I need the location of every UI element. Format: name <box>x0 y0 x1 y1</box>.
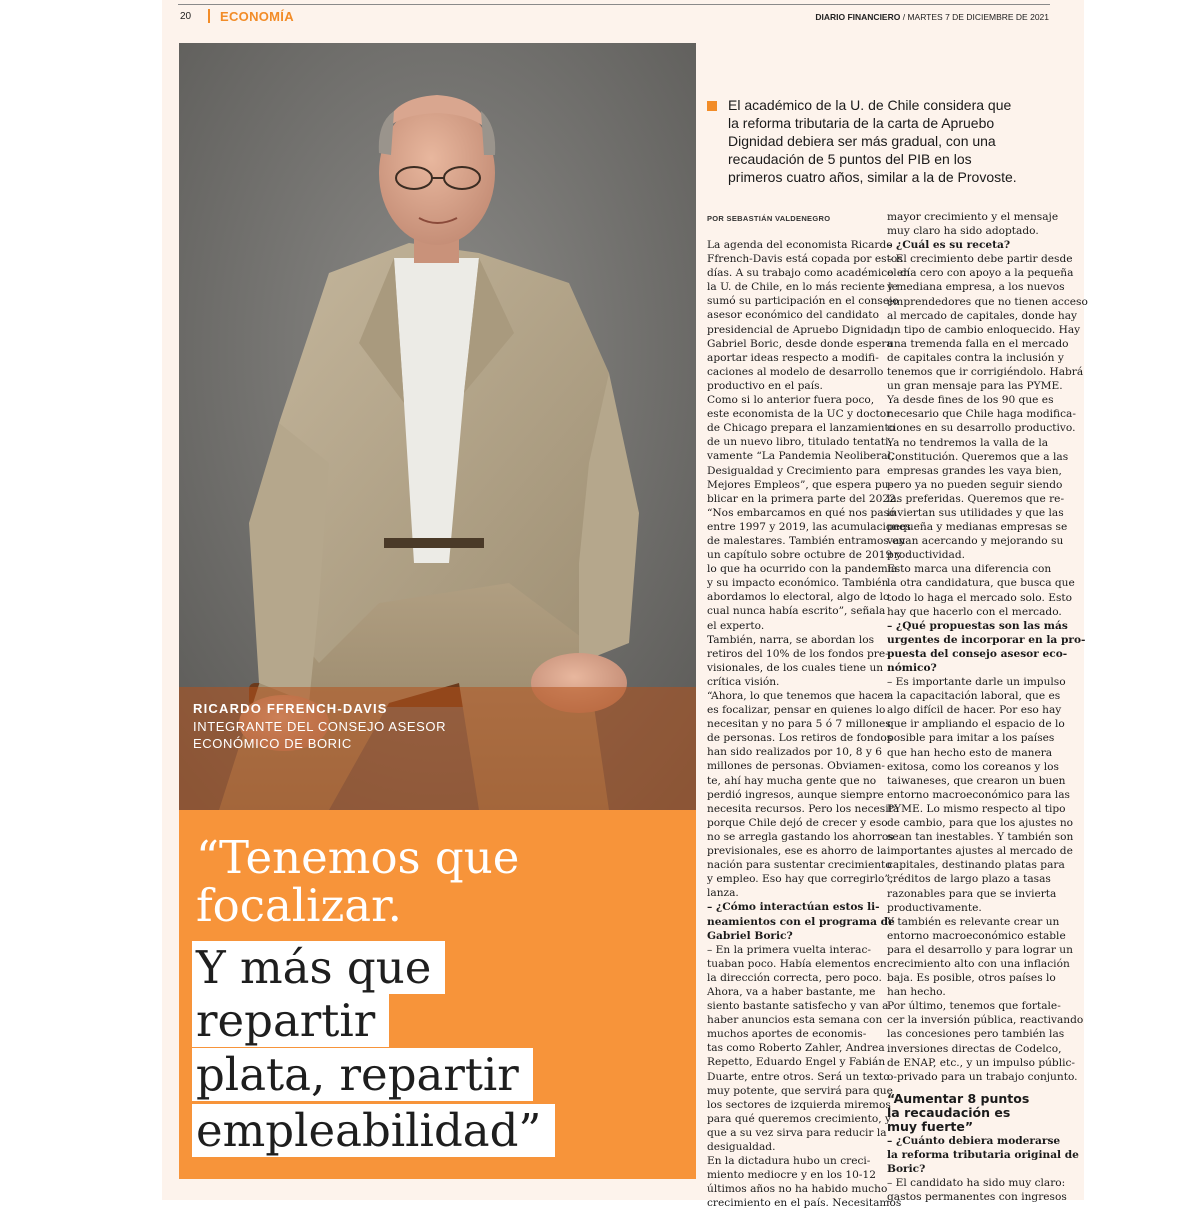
section-label: ECONOMÍA <box>220 9 294 24</box>
question-line: Gabriel Boric? <box>707 929 793 942</box>
body-text-line: que a su vez sirva para reducir la <box>707 1126 887 1139</box>
article-column-1 <box>707 238 911 1210</box>
body-text-line: crecimiento alto con una inflación <box>887 957 1070 970</box>
caption-role: ECONÓMICO DE BORIC <box>193 736 352 751</box>
body-text-line: perdió ingresos, aunque siempre <box>707 788 884 801</box>
body-text-line: y empleo. Eso hay que corregirlo”, <box>707 873 894 886</box>
caption-name: RICARDO FFRENCH-DAVIS <box>193 701 388 716</box>
body-text-line: y mediana empresa, a los nuevos <box>887 281 1065 294</box>
body-text-line: importantes ajustes al mercado de <box>887 845 1073 858</box>
body-text-line: – El crecimiento debe partir desde <box>887 253 1073 266</box>
body-text-line: capitales, destinando platas para <box>887 859 1065 872</box>
body-text-line: el experto. <box>707 619 765 632</box>
body-text-line: También, narra, se abordan los <box>707 633 875 646</box>
body-text-line: La agenda del economista Ricardo <box>707 239 893 251</box>
body-text-line: tas como Roberto Zahler, Andrea <box>707 1042 885 1055</box>
pull-quote-line <box>196 1048 533 1101</box>
body-text-line: “Nos embarcamos en qué nos pasó <box>707 506 896 519</box>
pull-quote-highlight: plata, repartir <box>192 1048 533 1101</box>
body-text-line: En la dictadura hubo un creci- <box>707 1155 871 1168</box>
body-text-line: necesita recursos. Pero los necesita <box>707 802 900 815</box>
header-rule <box>178 4 1050 5</box>
body-text-line: crítica visión. <box>707 675 780 688</box>
body-text-line: presidencial de Apruebo Dignidad, <box>707 323 894 336</box>
question-line: puesta del consejo asesor eco- <box>887 647 1068 660</box>
body-text-line: de capitales contra la inclusión y <box>887 351 1064 364</box>
publication-name: DIARIO FINANCIERO <box>815 12 901 22</box>
body-text-line: todo lo haga el mercado solo. Esto <box>887 591 1073 604</box>
body-text-line: visionales, de los cuales tiene un <box>707 661 884 674</box>
body-text-line: los sectores de izquierda miremos <box>707 1098 891 1111</box>
body-text-line: vamente “La Pandemia Neoliberal, <box>707 450 895 463</box>
body-text-line: el día cero con apoyo a la pequeña <box>887 267 1074 280</box>
body-text-line: han sido realizados por 10, 8 y 6 <box>707 746 882 759</box>
body-text-line: empresas grandes les vaya bien, <box>887 464 1062 477</box>
body-text-line: lo que ha ocurrido con la pandemia <box>707 563 898 576</box>
body-text-line: ciones en su desarrollo productivo. <box>887 422 1076 435</box>
body-text-line: entorno macroeconómico estable <box>887 929 1066 942</box>
article-column-2 <box>887 210 1088 1204</box>
body-text-line: de cambio, para que los ajustes no <box>887 817 1074 830</box>
question-line: Boric? <box>887 1163 926 1175</box>
body-text-line: o-privado para un trabajo conjunto. <box>887 1070 1078 1083</box>
deck-line: la reforma tributaria de la carta de Apruebo <box>728 115 995 131</box>
body-text-line: de un nuevo libro, titulado tentati- <box>707 436 892 449</box>
body-text-line: han hecho. <box>887 986 946 999</box>
body-text-line: este economista de la UC y doctor <box>707 408 892 421</box>
body-text-line: sumó su participación en el consejo <box>707 295 899 308</box>
question-line: – ¿Cuánto debiera moderarse <box>887 1134 1061 1147</box>
body-text-line: muy claro ha sido adoptado. <box>887 225 1039 238</box>
body-text-line: sean tan inestables. Y también son <box>887 831 1074 844</box>
body-text-line: Repetto, Eduardo Engel y Fabián <box>707 1056 886 1069</box>
body-text-line: desigualdad. <box>707 1141 776 1153</box>
body-text-line: de Chicago prepara el lanzamiento <box>707 422 896 435</box>
pull-quote-line: focalizar. <box>196 879 402 932</box>
body-text-line: una tremenda falla en el mercado <box>887 337 1069 350</box>
body-text-line: la dirección correcta, pero poco. <box>707 971 882 984</box>
body-text-line: entorno macroeconómico para las <box>887 788 1070 801</box>
body-text-line: vayan acercando y mejorando su <box>887 535 1064 548</box>
body-text-line: Duarte, entre otros. Será un texto <box>707 1070 890 1083</box>
question-line: urgentes de incorporar en la pro- <box>887 633 1086 646</box>
body-text-line: las concesiones pero también las <box>887 1028 1065 1041</box>
body-text-line: cer la inversión pública, reactivando <box>887 1014 1084 1027</box>
body-text-line: Esto marca una diferencia con <box>887 563 1052 576</box>
body-text-line: retiros del 10% de los fondos pre- <box>707 647 889 660</box>
pull-quote-highlight: repartir <box>192 994 389 1047</box>
section-marker <box>208 9 210 23</box>
body-text-line: porque Chile dejó de crecer y eso <box>707 816 888 829</box>
pull-quote-line <box>196 941 445 994</box>
body-text-line: – Es importante darle un impulso <box>887 676 1066 689</box>
body-text-line: mayor crecimiento y el mensaje <box>887 211 1059 223</box>
body-text-line: de ENAP, etc., y un impulso públic- <box>887 1056 1075 1069</box>
body-text-line: Desigualdad y Crecimiento para <box>707 464 881 477</box>
deck-line: primeros cuatro años, similar a la de Provoste. <box>728 169 1017 185</box>
question-line: nómico? <box>887 662 937 674</box>
pull-quote-line <box>196 994 389 1047</box>
question-line: – ¿Cuál es su receta? <box>887 239 1011 252</box>
body-text-line: te, ahí hay mucha gente que no <box>707 774 877 787</box>
body-text-line: créditos de largo plazo a tasas <box>887 873 1051 886</box>
pull-quote-line <box>196 1104 555 1157</box>
body-text-line: al mercado de capitales, donde hay <box>887 309 1077 322</box>
pull-quote-line: “Tenemos que <box>196 831 520 884</box>
body-text-line: “Ahora, lo que tenemos que hacer <box>707 690 889 702</box>
body-text-line: posible para imitar a los países <box>887 732 1055 745</box>
question-line: – ¿Cómo interactúan estos li- <box>707 901 880 914</box>
masthead <box>815 12 1049 22</box>
deck-bullet <box>707 101 717 111</box>
body-text-line: blicar en la primera parte del 2022. <box>707 492 900 505</box>
body-text-line: un tipo de cambio enloquecido. Hay <box>887 323 1081 336</box>
body-text-line: un capítulo sobre octubre de 2019 y <box>707 549 902 562</box>
body-text-line: tenemos que ir corrigiéndolo. Habrá <box>887 366 1084 379</box>
body-text-line: previsionales, ese es ahorro de la <box>707 845 887 858</box>
body-text-line: productividad. <box>887 549 966 562</box>
body-text-line: miento mediocre y en los 10-12 <box>707 1169 876 1182</box>
body-text-line: millones de personas. Obviamen- <box>707 760 886 773</box>
body-text-line: cual nunca había escrito”, señala <box>707 605 886 618</box>
question-line: neamientos con el programa de <box>707 915 895 928</box>
body-text-line: siento bastante satisfecho y van a <box>707 1000 889 1013</box>
body-text-line: necesitan y no para 5 ó 7 millones <box>707 718 891 731</box>
body-text-line: Constitución. Queremos que a las <box>887 450 1069 463</box>
body-text-line: emprendedores que no tienen acceso <box>887 295 1088 308</box>
body-text-line: gastos permanentes con ingresos <box>887 1191 1067 1204</box>
body-text-line: días. A su trabajo como académico en <box>707 267 910 280</box>
body-text-line: que han hecho esto de manera <box>887 746 1053 759</box>
body-text-line: lanza. <box>707 887 739 900</box>
body-text-line: baja. Es posible, otros países lo <box>887 972 1056 985</box>
body-text-line: Por último, tenemos que fortale- <box>887 1000 1061 1013</box>
body-text-line: Como si lo anterior fuera poco, <box>707 394 875 407</box>
body-text-line: para el desarrollo y para lograr un <box>887 943 1073 956</box>
body-text-line: de malestares. También entramos en <box>707 534 906 547</box>
body-text-line: – El candidato ha sido muy claro: <box>887 1177 1066 1190</box>
body-text-line: Ffrench-Davis está copada por estos <box>707 253 903 266</box>
body-text-line: crecimiento en el país. Necesitamos <box>707 1197 902 1210</box>
body-text-line: Mejores Empleos”, que espera pu- <box>707 478 893 491</box>
body-text-line: pero ya no pueden seguir siendo <box>887 478 1063 491</box>
body-text-line: productivo en el país. <box>707 379 823 392</box>
body-text-line: que ir ampliando el espacio de lo <box>887 718 1065 731</box>
subheading-line: muy fuerte” <box>887 1118 974 1134</box>
deck-line: Dignidad debiera ser más gradual, con una <box>728 133 996 149</box>
body-text-line: muy potente, que servirá para que <box>707 1084 893 1097</box>
body-text-line: inversiones directas de Codelco, <box>887 1042 1062 1055</box>
body-text-line: no se arregla gastando los ahorros <box>707 830 894 843</box>
body-text-line: Ya no tendremos la valla de la <box>887 436 1049 449</box>
byline: POR SEBASTIÁN VALDENEGRO <box>707 214 831 223</box>
deck-line: recaudación de 5 puntos del PIB en los <box>728 151 972 167</box>
deck-line: El académico de la U. de Chile considera que <box>728 97 1012 113</box>
body-text-line: haber anuncios esta semana con <box>707 1014 883 1027</box>
pull-quote-highlight: empleabilidad” <box>192 1104 555 1157</box>
body-text-line: entre 1997 y 2019, las acumulaciones <box>707 520 911 533</box>
body-text-line: y su impacto económico. También <box>707 577 889 590</box>
body-text-line: nación para sustentar crecimiento <box>707 859 892 872</box>
body-text-line: a la capacitación laboral, que es <box>887 690 1061 703</box>
body-text-line: necesario que Chile haga modifica- <box>887 408 1076 421</box>
body-text-line: – En la primera vuelta interac- <box>707 943 871 956</box>
question-line: – ¿Qué propuestas son las más <box>887 619 1068 632</box>
body-text-line: taiwaneses, que crearon un buen <box>887 774 1066 787</box>
body-text-line: PYME. Lo mismo respecto al tipo <box>887 802 1066 815</box>
body-text-line: razonables para que se invierta <box>887 887 1057 900</box>
question-line: la reforma tributaria original de <box>887 1148 1079 1161</box>
body-text-line: la otra candidatura, que busca que <box>887 577 1075 590</box>
body-text-line: las preferidas. Queremos que re- <box>887 492 1065 505</box>
body-text-line: la U. de Chile, en lo más reciente le <box>707 281 898 294</box>
body-text-line: tuaban poco. Había elementos en <box>707 957 887 970</box>
body-text-line: Ya desde fines de los 90 que es <box>887 394 1054 407</box>
subheading-line: “Aumentar 8 puntos <box>887 1090 1030 1106</box>
subheading-line: la recaudación es <box>887 1104 1011 1120</box>
body-text-line: Y también es relevante crear un <box>887 915 1060 928</box>
body-text-line: exitosa, como los coreanos y los <box>887 760 1059 773</box>
body-text-line: productivamente. <box>887 901 982 914</box>
body-text-line: un gran mensaje para las PYME. <box>887 380 1063 393</box>
pull-quote-highlight: Y más que <box>192 941 445 994</box>
body-text-line: inviertan sus utilidades y que las <box>887 506 1064 519</box>
body-text-line: abordamos lo electoral, algo de lo <box>707 591 890 604</box>
body-text-line: aportar ideas respecto a modifi- <box>707 351 879 364</box>
body-text-line: Ahora, va a haber bastante, me <box>707 985 876 998</box>
caption-role: INTEGRANTE DEL CONSEJO ASESOR <box>193 719 447 734</box>
body-text-line: caciones al modelo de desarrollo <box>707 365 884 378</box>
page-number: 20 <box>180 11 192 22</box>
issue-date: / MARTES 7 DE DICIEMBRE DE 2021 <box>902 12 1049 22</box>
body-text-line: asesor económico del candidato <box>707 309 879 322</box>
body-text-line: pequeña y medianas empresas se <box>887 521 1068 534</box>
body-text-line: es focalizar, pensar en quienes lo <box>707 704 886 717</box>
body-text-line: de personas. Los retiros de fondos <box>707 732 893 745</box>
body-text-line: muchos aportes de economis- <box>707 1028 867 1041</box>
body-text-line: algo difícil de hacer. Por eso hay <box>887 704 1062 717</box>
body-text-line: para qué queremos crecimiento, y <box>707 1112 891 1125</box>
body-text-line: Gabriel Boric, desde donde espera <box>707 337 893 350</box>
body-text-line: hay que hacerlo con el mercado. <box>887 605 1062 618</box>
body-text-line: últimos años no ha habido mucho <box>707 1183 888 1196</box>
